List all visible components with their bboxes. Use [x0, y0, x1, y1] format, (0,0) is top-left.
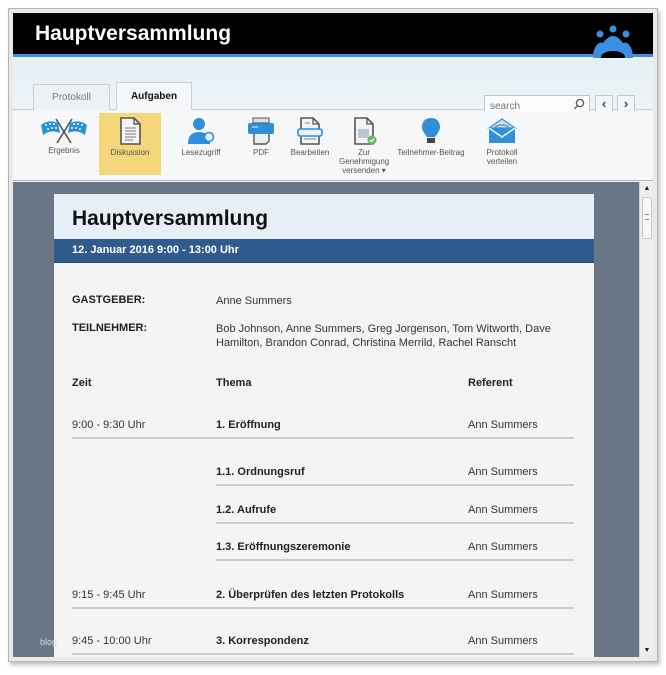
tool-label: Bearbeiten	[290, 148, 330, 157]
scroll-up-button[interactable]: ▲	[643, 185, 651, 192]
document-page	[54, 194, 594, 657]
tool-label-line: Protokoll	[486, 148, 518, 157]
row-divider	[72, 437, 574, 439]
tool-label-line: verteilen	[486, 157, 518, 166]
agenda-row	[54, 589, 594, 609]
agenda-row	[54, 504, 594, 524]
tool-label-line: Genehmigung	[339, 157, 390, 166]
tool-teilnehmer-beitrag[interactable]	[393, 113, 469, 175]
approval-document-icon	[350, 117, 378, 145]
row-divider	[72, 607, 574, 609]
agenda-row	[54, 541, 594, 561]
row-divider	[216, 484, 574, 486]
tab-strip	[13, 60, 653, 110]
agenda-speaker: Ann Summers	[468, 504, 538, 516]
agenda-speaker: Ann Summers	[468, 466, 538, 478]
scrollbar-thumb[interactable]	[642, 197, 652, 239]
agenda-speaker: Ann Summers	[468, 541, 538, 553]
agenda-speaker: Ann Summers	[468, 419, 538, 431]
scroll-down-button[interactable]: ▼	[643, 647, 651, 654]
column-header-topic: Thema	[216, 377, 252, 389]
tool-bearbeiten[interactable]	[285, 113, 335, 175]
agenda-time: 9:45 - 10:00 Uhr	[72, 635, 152, 647]
lightbulb-icon	[421, 117, 441, 145]
tool-label: PDF	[253, 148, 269, 157]
user-key-icon	[186, 117, 216, 145]
column-header-time: Zeit	[72, 377, 92, 389]
tool-label: Diskussion	[110, 148, 150, 157]
ribbon-toolbar	[13, 111, 653, 181]
agenda-topic: 1.3. Eröffnungszeremonie	[216, 541, 351, 553]
participants-value: Bob Johnson, Anne Summers, Greg Jorgenson, Tom Witworth, Dave Hamilton, Brandon Conrad, Christina Merrild, Rachel Ranscht	[216, 323, 551, 349]
document-title: Hauptversammlung	[54, 194, 594, 239]
tool-label: Lesezugriff	[181, 148, 221, 157]
agenda-topic: 1.1. Ordnungsruf	[216, 466, 305, 478]
app-window	[13, 13, 653, 657]
tool-protokoll-verteilen[interactable]	[477, 113, 527, 175]
agenda-topic: 3. Korrespondenz	[216, 635, 309, 647]
envelope-icon	[487, 117, 517, 145]
agenda-time: 9:15 - 9:45 Uhr	[72, 589, 146, 601]
vertical-scrollbar[interactable]	[639, 182, 653, 657]
agenda-row	[54, 419, 594, 439]
watermark-text: blog	[40, 637, 58, 647]
tool-label-dropdown[interactable]: versenden ▾	[342, 166, 386, 175]
participants-label: TEILNEHMER:	[72, 322, 148, 334]
printer-icon	[246, 117, 276, 145]
tool-label: Teilnehmer-Beitrag	[397, 148, 465, 157]
date-bar: 12. Januar 2016 9:00 - 13:00 Uhr	[54, 239, 594, 263]
agenda-topic: 2. Überprüfen des letzten Protokolls	[216, 589, 405, 601]
agenda-topic: 1. Eröffnung	[216, 419, 281, 431]
tool-ergebnis[interactable]	[35, 113, 93, 175]
next-button[interactable]: ›	[617, 95, 635, 113]
agenda-row	[54, 466, 594, 486]
edit-document-icon	[296, 117, 324, 145]
row-divider	[216, 559, 574, 561]
column-header-speaker: Referent	[468, 377, 513, 389]
row-divider	[216, 522, 574, 524]
tool-label: Ergebnis	[48, 146, 80, 155]
app-frame	[8, 8, 658, 662]
agenda-time: 9:00 - 9:30 Uhr	[72, 419, 146, 431]
tab-protokoll[interactable]: Protokoll	[33, 84, 110, 110]
tab-aufgaben[interactable]: Aufgaben	[116, 82, 192, 110]
tool-pdf[interactable]	[241, 113, 281, 175]
tool-label-line: Zur	[358, 148, 370, 157]
document-viewport	[13, 182, 653, 657]
row-divider	[72, 653, 574, 655]
checkered-flags-icon	[39, 117, 89, 143]
previous-button[interactable]: ‹	[595, 95, 613, 113]
tool-lesezugriff[interactable]	[173, 113, 229, 175]
title-bar	[13, 13, 653, 57]
search-icon[interactable]	[573, 98, 585, 110]
agenda-row	[54, 635, 594, 655]
crown-logo-icon	[589, 24, 637, 58]
tool-diskussion[interactable]	[99, 113, 161, 175]
host-label: GASTGEBER:	[72, 294, 146, 306]
window-title: Hauptversammlung	[35, 22, 232, 45]
document-icon	[117, 117, 143, 145]
grip-icon	[645, 214, 649, 220]
agenda-speaker: Ann Summers	[468, 589, 538, 601]
agenda-speaker: Ann Summers	[468, 635, 538, 647]
tool-zur-genehmigung-versenden[interactable]	[339, 113, 389, 175]
host-value: Anne Summers	[216, 295, 292, 307]
agenda-topic: 1.2. Aufrufe	[216, 504, 277, 516]
